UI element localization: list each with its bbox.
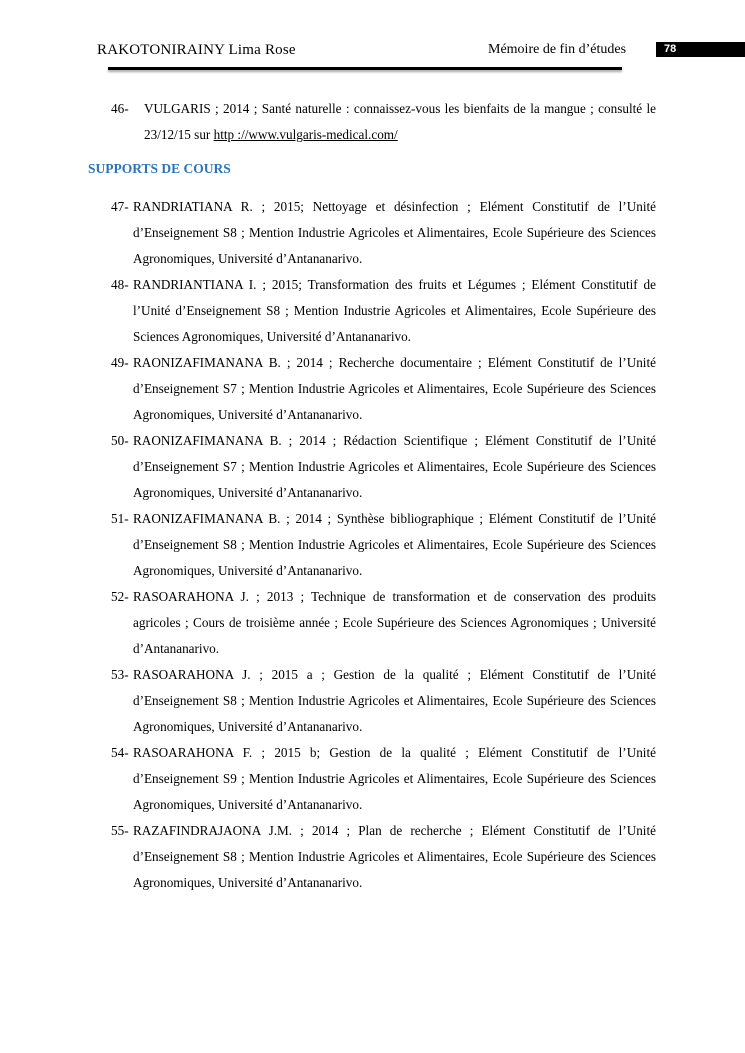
reference-text: RASOARAHONA F. ; 2015 b; Gestion de la qualité ; Elément Constitutif de l’Unité d’Enseignement S9 ; Mention Industrie Agricoles et Alimentaires, Ecole Supérieure des Sciences Agronomiques, Université d’Antananarivo. [133, 745, 656, 812]
reference-text: RAONIZAFIMANANA B. ; 2014 ; Synthèse bibliographique ; Elément Constitutif de l’Unité d’Enseignement S8 ; Mention Industrie Agricoles et Alimentaires, Ecole Supérieure des Sciences Agronomiques, Université d’Antananarivo. [133, 511, 656, 578]
reference-entry [88, 662, 656, 740]
reference-number: 52- [111, 589, 129, 604]
page-number: 78 [656, 42, 745, 57]
reference-body: VULGARIS ; 2014 ; Santé naturelle : connaissez-vous les bienfaits de la mangue ; consulté le 23/12/15 sur [144, 101, 656, 142]
section-heading: SUPPORTS DE COURS [88, 161, 231, 176]
reference-entry [88, 194, 656, 272]
reference-text: RASOARAHONA J. ; 2015 a ; Gestion de la qualité ; Elément Constitutif de l’Unité d’Enseignement S8 ; Mention Industrie Agricoles et Alimentaires, Ecole Supérieure des Sciences Agronomiques, Université d’Antananarivo. [133, 667, 656, 734]
reference-number: 53- [111, 667, 129, 682]
reference-text: RAONIZAFIMANANA B. ; 2014 ; Recherche documentaire ; Elément Constitutif de l’Unité d’Enseignement S7 ; Mention Industrie Agricoles et Alimentaires, Ecole Supérieure des Sciences Agronomiques, Université d’Antananarivo. [133, 355, 656, 422]
reference-entry [88, 818, 656, 896]
page-header [0, 38, 745, 78]
reference-text: RANDRIANTIANA I. ; 2015; Transformation des fruits et Légumes ; Elément Constitutif de l’Unité d’Enseignement S8 ; Mention Industrie Agricoles et Alimentaires, Ecole Supérieure des Sciences Agronomiques, Université d’Antananarivo. [133, 277, 656, 344]
reference-entry [88, 350, 656, 428]
reference-entry [88, 506, 656, 584]
reference-number: 46- [111, 101, 129, 116]
page-content [88, 96, 656, 896]
reference-number: 50- [111, 433, 129, 448]
reference-number: 47- [111, 199, 129, 214]
reference-url-link[interactable]: http ://www.vulgaris-medical.com/ [213, 127, 398, 142]
header-rule [108, 67, 622, 70]
reference-entry [88, 740, 656, 818]
reference-text: RAZAFINDRAJAONA J.M. ; 2014 ; Plan de recherche ; Elément Constitutif de l’Unité d’Enseignement S8 ; Mention Industrie Agricoles et Alimentaires, Ecole Supérieure des Sciences Agronomiques, Université d’Antananarivo. [133, 823, 656, 890]
reference-number: 55- [111, 823, 129, 838]
reference-number: 48- [111, 277, 129, 292]
reference-text: RASOARAHONA J. ; 2013 ; Technique de transformation et de conservation des produits agricoles ; Cours de troisième année ; Ecole Supérieure des Sciences Agronomiques ; Université d’Antananarivo. [133, 589, 656, 656]
header-author: RAKOTONIRAINY Lima Rose [97, 42, 296, 58]
header-title: Mémoire de fin d’études [488, 42, 627, 57]
reference-entry [88, 428, 656, 506]
reference-text: RAONIZAFIMANANA B. ; 2014 ; Rédaction Scientifique ; Elément Constitutif de l’Unité d’Enseignement S7 ; Mention Industrie Agricoles et Alimentaires, Ecole Supérieure des Sciences Agronomiques, Université d’Antananarivo. [133, 433, 656, 500]
reference-entry-46 [88, 96, 656, 148]
reference-entry [88, 584, 656, 662]
reference-number: 54- [111, 745, 129, 760]
reference-entry [88, 272, 656, 350]
reference-number: 51- [111, 511, 129, 526]
reference-text [144, 96, 656, 148]
reference-text: RANDRIATIANA R. ; 2015; Nettoyage et désinfection ; Elément Constitutif de l’Unité d’Enseignement S8 ; Mention Industrie Agricoles et Alimentaires, Ecole Supérieure des Sciences Agronomiques, Université d’Antananarivo. [133, 199, 656, 266]
reference-number: 49- [111, 355, 129, 370]
